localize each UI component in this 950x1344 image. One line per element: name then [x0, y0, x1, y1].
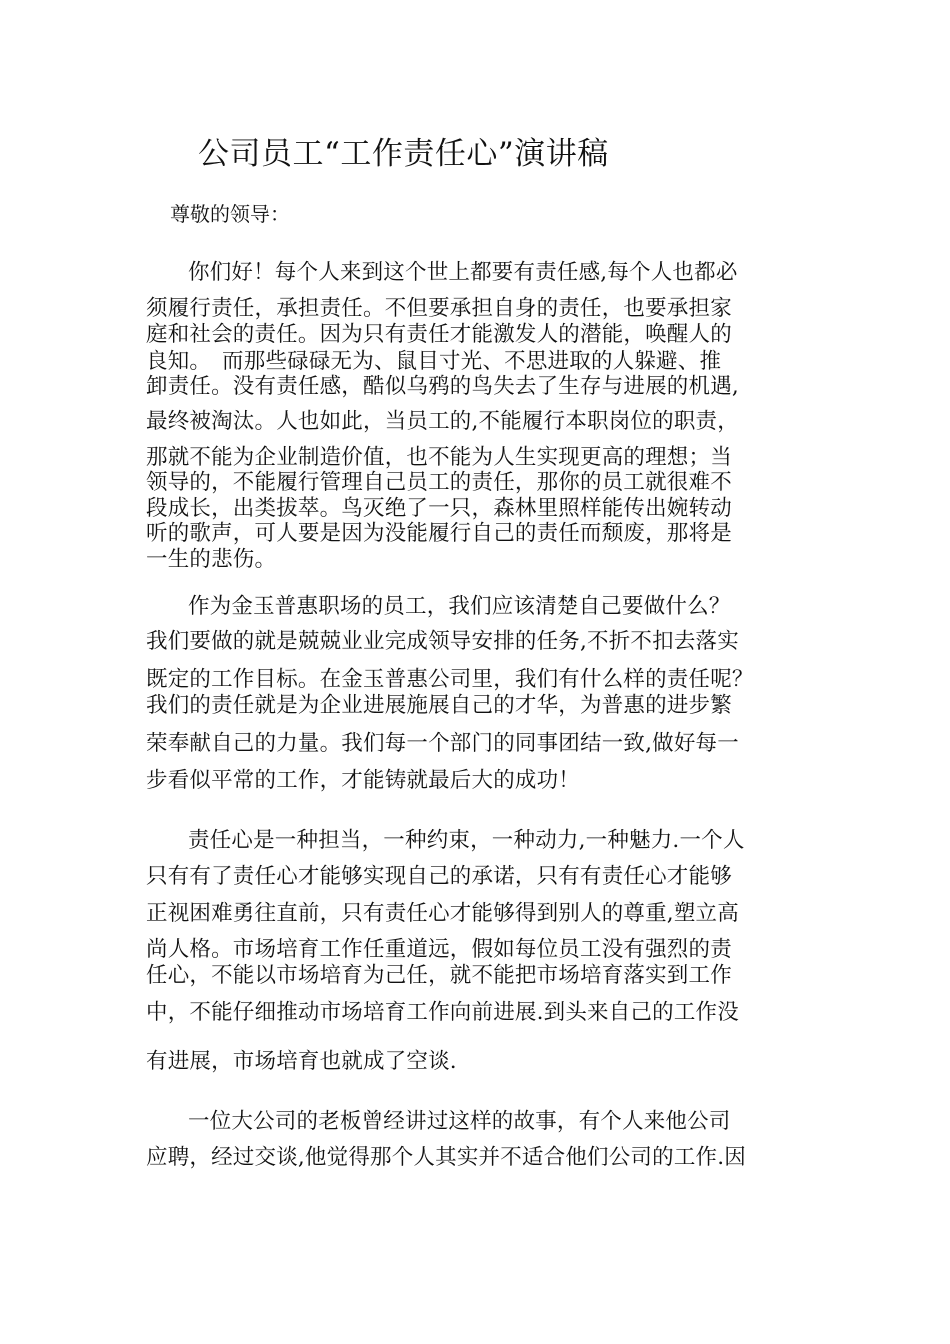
text-line: 责任心是一种担当，一种约束，一种动力,一种魅力.一个人 [188, 828, 745, 853]
text-line: 中，不能仔细推动市场培育工作向前进展.到头来自己的工作没 [146, 1000, 739, 1025]
text-line: 良知。 而那些碌碌无为、鼠目寸光、不思进取的人躲避、推 [146, 349, 722, 374]
text-line: 应聘，经过交谈,他觉得那个人其实并不适合他们公司的工作.因 [146, 1145, 746, 1170]
text-line: 步看似平常的工作，才能铸就最后大的成功！ [146, 768, 581, 793]
text-line: 须履行责任，承担责任。不但要承担自身的责任，也要承担家 [146, 296, 732, 321]
text-line: 正视困难勇往直前，只有责任心才能够得到别人的尊重,塑立高 [146, 901, 739, 926]
text-line: 有进展，市场培育也就成了空谈. [146, 1049, 457, 1074]
text-line: 作为金玉普惠职场的员工，我们应该清楚自己要做什么？ [188, 594, 731, 619]
text-line: 一位大公司的老板曾经讲过这样的故事，有个人来他公司 [188, 1109, 731, 1134]
text-line: 任心，不能以市场培育为己任，就不能把市场培育落实到工作 [146, 963, 732, 988]
text-line: 尚人格。市场培育工作任重道远，假如每位员工没有强烈的责 [146, 937, 732, 962]
text-line: 听的歌声，可人要是因为没能履行自己的责任而颓废，那将是 [146, 521, 732, 546]
text-line: 卸责任。没有责任感，酷似乌鸦的鸟失去了生存与进展的机遇, [146, 374, 739, 399]
text-line: 既定的工作目标。在金玉普惠公司里，我们有什么样的责任呢？ [146, 667, 754, 692]
text-line: 领导的，不能履行管理自己员工的责任，那你的员工就很难不 [146, 470, 732, 495]
text-line: 我们的责任就是为企业进展施展自己的才华，为普惠的进步繁 [146, 693, 732, 718]
text-line: 我们要做的就是兢兢业业完成领导安排的任务,不折不扣去落实 [146, 629, 739, 654]
text-line: 荣奉献自己的力量。我们每一个部门的同事团结一致,做好每一 [146, 731, 739, 756]
text-line: 你们好！每个人来到这个世上都要有责任感,每个人也都必 [188, 260, 738, 285]
text-line: 段成长，出类拔萃。鸟灭绝了一只，森林里照样能传出婉转动 [146, 496, 732, 521]
page-title: 公司员工“工作责任心”演讲稿 [198, 136, 609, 172]
text-line: 一生的悲伤。 [146, 547, 277, 572]
text-line: 那就不能为企业制造价值，也不能为人生实现更高的理想；当 [146, 445, 732, 470]
text-line: 庭和社会的责任。因为只有责任才能激发人的潜能，唤醒人的 [146, 322, 732, 347]
text-line: 只有有了责任心才能够实现自己的承诺，只有有责任心才能够 [146, 864, 732, 889]
text-line: 最终被淘汰。人也如此，当员工的,不能履行本职岗位的职责， [146, 409, 739, 434]
salutation: 尊敬的领导： [170, 202, 290, 226]
